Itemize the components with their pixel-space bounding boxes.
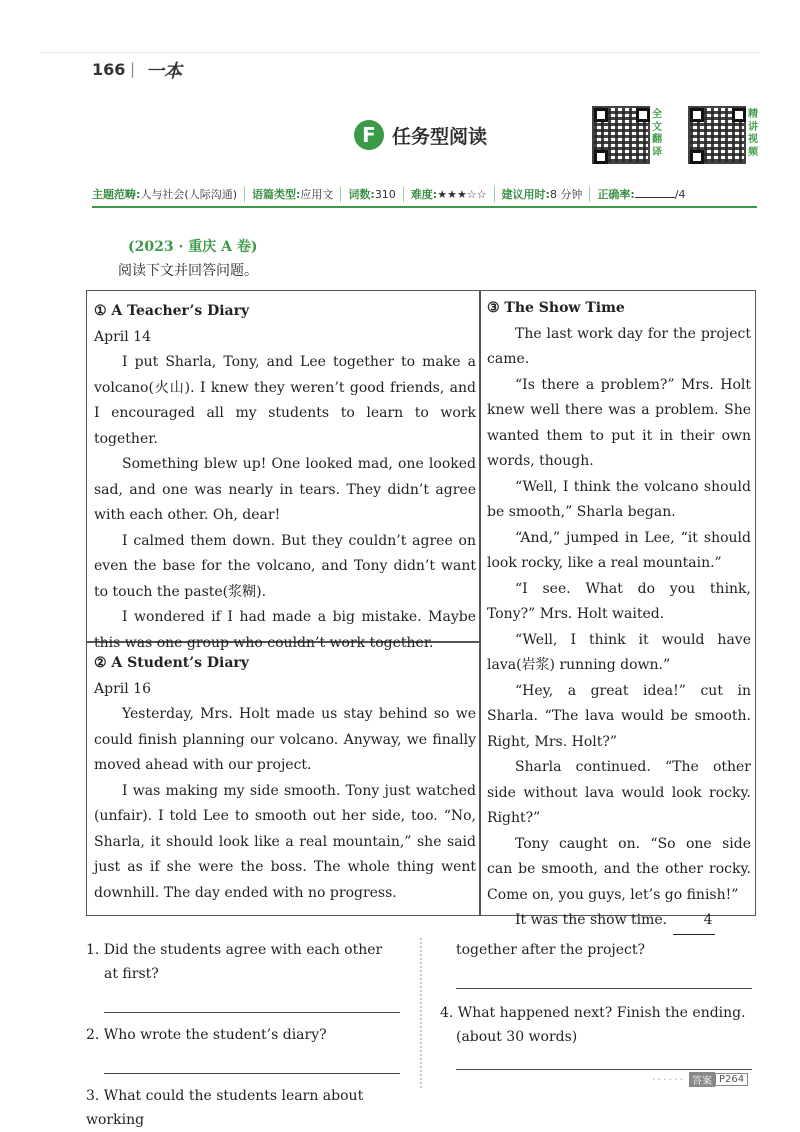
paragraph: I wondered if I had made a big mistake. Maybe this was one group who couldn’t work together. — [94, 609, 476, 651]
answer-line-4[interactable] — [456, 1069, 752, 1070]
paragraph: The last work day for the project came. — [487, 325, 751, 367]
answer-key-tag: 答案 — [689, 1072, 715, 1087]
instruction: 阅读下文并回答问题。 — [118, 263, 258, 279]
teacher-diary-heading: ① A Teacher’s Diary — [94, 303, 250, 319]
meta-bar — [92, 182, 757, 208]
qr-finder-icon — [690, 150, 704, 164]
paragraph: “And,” jumped in Lee, “it should look rocky, like a real mountain.” — [487, 529, 751, 571]
paragraph: “Hey, a great idea!” cut in Sharla. “The lava would be smooth. Right, Mrs. Holt?” — [487, 682, 751, 750]
question-3-continued: together after the project? — [456, 942, 646, 958]
student-diary — [94, 651, 476, 906]
top-rule — [40, 52, 760, 53]
paragraph: Sharla continued. “The other side without lava would look rocky. Right?” — [487, 759, 751, 826]
qr-finder-icon — [732, 108, 746, 122]
section-heading — [354, 120, 487, 150]
question-2: 2. Who wrote the student’s diary? — [86, 1027, 327, 1043]
answer-blank[interactable]: 4 — [673, 908, 715, 935]
meta-topic: 主题范畴:人与社会(人际沟通) — [92, 186, 245, 202]
qr-finder-icon — [636, 108, 650, 122]
answer-line-2[interactable] — [104, 1073, 400, 1074]
student-diary-date: April 16 — [94, 680, 151, 697]
qr-code-translation[interactable] — [592, 106, 652, 166]
section-badge: F — [354, 120, 384, 150]
paragraph: I put Sharla, Tony, and Lee together to make a volcano(火山). I knew they weren’t good friends, and I encouraged all my students to learn to work together. — [94, 354, 476, 447]
student-diary-heading: ② A Student’s Diary — [94, 655, 249, 671]
final-paragraph: It was the show time. 4 — [487, 908, 751, 935]
teacher-diary-date: April 14 — [94, 328, 151, 345]
answer-line-1[interactable] — [104, 1012, 400, 1013]
section-title: 任务型阅读 — [392, 125, 488, 148]
show-time — [487, 296, 751, 935]
questions-left — [86, 938, 400, 1132]
qr-finder-icon — [594, 150, 608, 164]
qr-finder-icon — [594, 108, 608, 122]
qr-label-video: 精讲视频 — [748, 109, 758, 158]
meta-difficulty: 难度:★★★☆☆ — [404, 186, 495, 202]
book-logo: 一本 — [146, 61, 182, 82]
paragraph: Yesterday, Mrs. Holt made us stay behind so we could finish planning our volcano. Anyway, we finally moved ahead with our project. — [94, 706, 476, 773]
teacher-diary — [94, 299, 476, 656]
paragraph: I was making my side smooth. Tony just watched (unfair). I told Lee to smooth out her side, too. “No, Sharla, it should look like a real mountain,” she said just as if she were the boss. The whole thing went downhill. The day ended with no progress. — [94, 782, 476, 901]
paragraph: Something blew up! One looked mad, one looked sad, and one was nearly in tears. They didn’t agree with each other. Oh, dear! — [94, 456, 476, 523]
page-number: 166 — [92, 60, 126, 79]
questions-right — [440, 938, 752, 1070]
qr-label-translation: 全文翻译 — [652, 109, 662, 158]
meta-genre: 语篇类型:应用文 — [245, 186, 341, 202]
answer-key-reference[interactable] — [652, 1072, 748, 1087]
answer-line-3[interactable] — [456, 988, 752, 989]
meta-accuracy: 正确率: /4 — [597, 188, 686, 201]
qr-finder-icon — [690, 108, 704, 122]
page-separator: | — [130, 60, 136, 78]
paragraph: “Well, I think the volcano should be smooth,” Sharla began. — [487, 478, 751, 520]
meta-time: 建议用时:8 分钟 — [495, 186, 591, 202]
paragraph: “I see. What do you think, Tony?” Mrs. Holt waited. — [487, 580, 751, 622]
show-time-heading: ③ The Show Time — [487, 300, 625, 316]
question-divider — [420, 938, 422, 1088]
column-divider — [479, 290, 481, 916]
source-label: (2023 · 重庆 A 卷) — [128, 239, 258, 255]
answer-key-page: P264 — [715, 1073, 748, 1086]
qr-code-video[interactable] — [688, 106, 748, 166]
meta-word-count: 词数:310 — [341, 186, 403, 202]
question-4: 4. What happened next? Finish the ending. (about 30 words) — [440, 1005, 746, 1045]
question-1: 1. Did the students agree with each other at first? — [86, 942, 383, 982]
leader-dots: ······ — [652, 1073, 685, 1086]
paragraph: Tony caught on. “So one side can be smooth, and the other rocky. Come on, you guys, let’s go finish!” — [487, 835, 751, 903]
paragraph: I calmed them down. But they couldn’t agree on even the base for the volcano, and Tony didn’t want to touch the paste(浆糊). — [94, 532, 476, 600]
paragraph: “Is there a problem?” Mrs. Holt knew well there was a problem. She wanted them to put it in their own words, though. — [487, 376, 751, 469]
question-3: 3. What could the students learn about working — [86, 1088, 364, 1128]
accuracy-blank[interactable] — [635, 187, 675, 198]
paragraph: “Well, I think it would have lava(岩浆) running down.” — [487, 631, 751, 673]
